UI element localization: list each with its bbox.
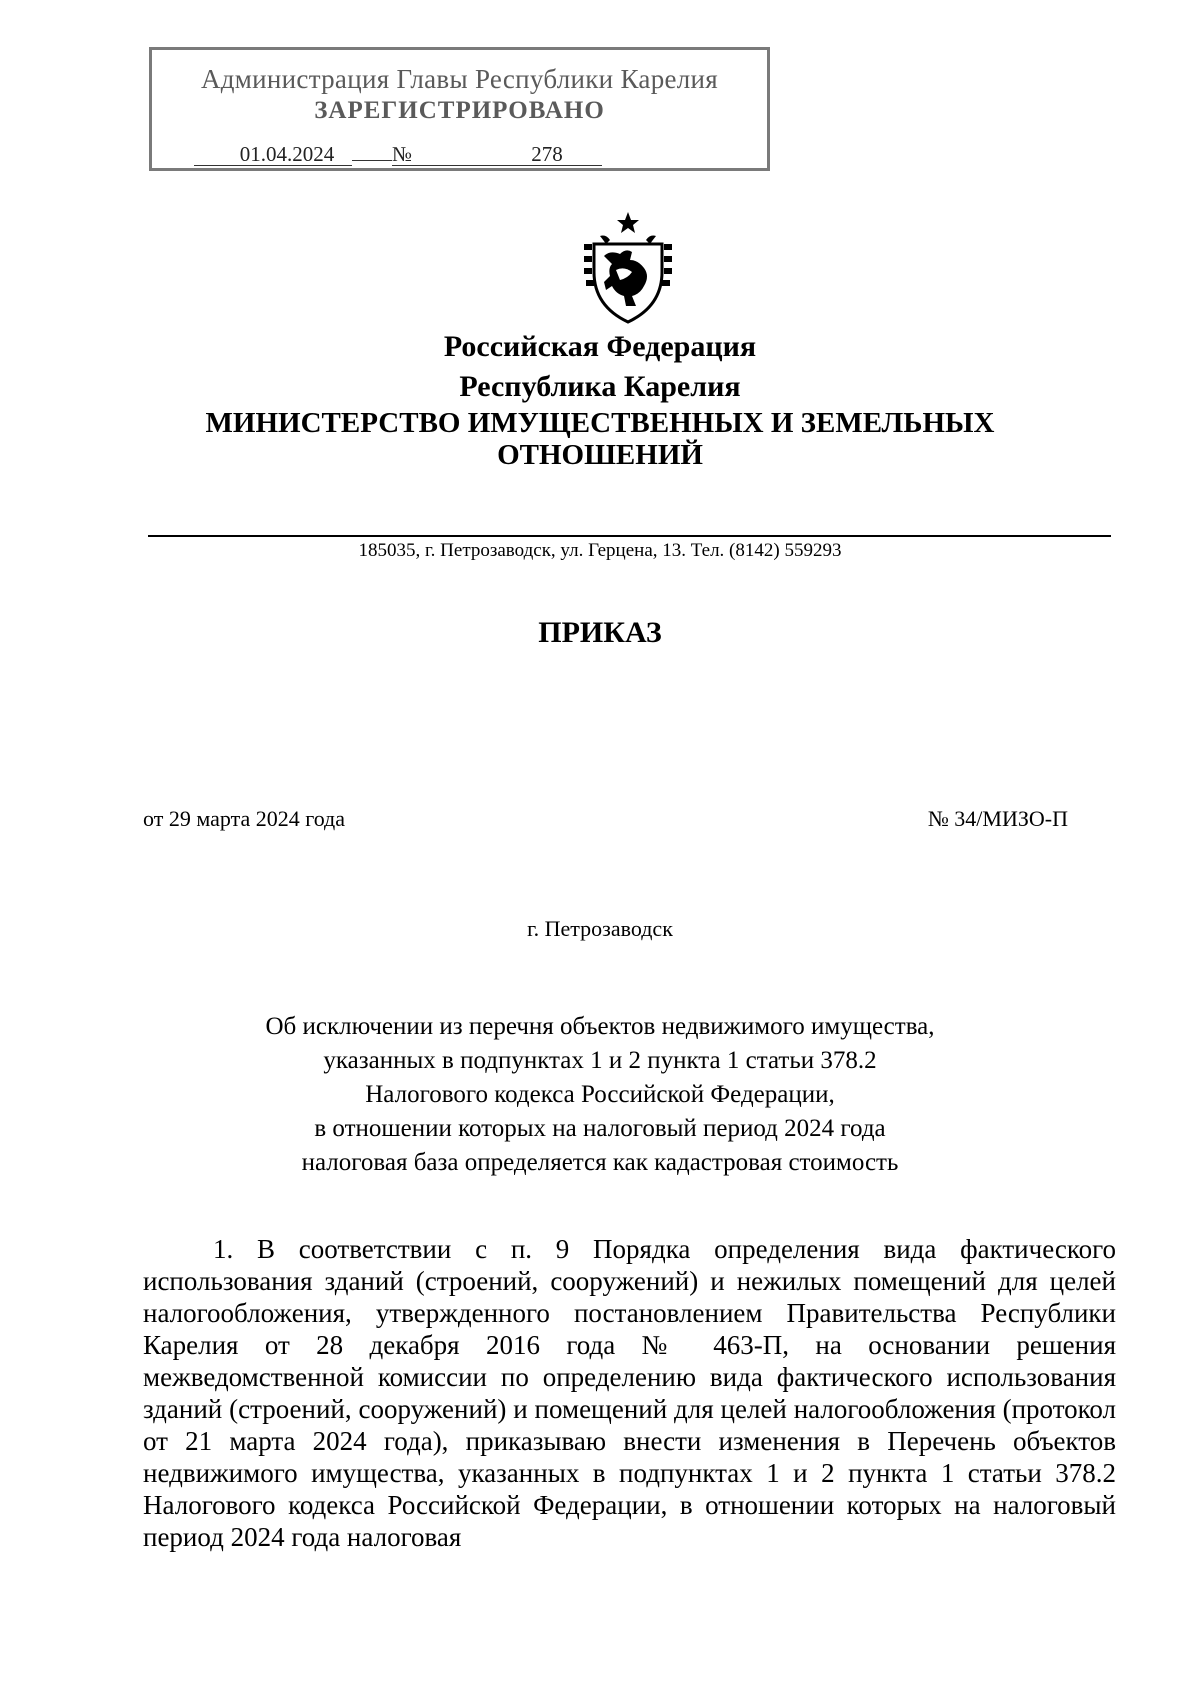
subject-line: Об исключении из перечня объектов недвижимого имущества, xyxy=(265,1013,935,1040)
subject-line: налоговая база определяется как кадастровая стоимость xyxy=(301,1149,899,1176)
order-date: от 29 марта 2024 года xyxy=(143,806,346,831)
stamp-number-sign: № xyxy=(392,142,413,166)
registration-stamp xyxy=(149,47,770,171)
stamp-number: 278 xyxy=(412,143,602,166)
order-body-paragraph: 1. В соответствии с п. 9 Порядка определения вида фактического использования зданий (строений, сооружений) и нежилых помещений для целей налогообложения, утвержденного постановлением Правительства Республики Карелия от 28 декабря 2016 года № 463-П, на основании решения межведомственной комиссии по определению вида фактического использования зданий (строений, сооружений) и помещений для целей налогообложения (протокол от 21 марта 2024 года), приказываю внести изменения в Перечень объектов недвижимого имущества, указанных в подпунктах 1 и 2 пункта 1 статьи 378.2 Налогового кодекса Российской Федерации, в отношении которых на налоговый период 2024 года налоговая xyxy=(143,1234,1116,1552)
stamp-registration-row xyxy=(194,142,602,167)
order-number: № 34/МИЗО-П xyxy=(927,806,1068,831)
stamp-status: ЗАРЕГИСТРИРОВАНО xyxy=(314,97,605,124)
order-city: г. Петрозаводск xyxy=(527,916,673,941)
header-divider xyxy=(148,535,1111,537)
order-title: ПРИКАЗ xyxy=(538,616,662,649)
stamp-date: 01.04.2024 xyxy=(194,143,352,166)
order-subject xyxy=(0,1010,1200,1180)
subject-line: в отношении которых на налоговый период 2024 года xyxy=(314,1115,886,1142)
coat-of-arms-icon xyxy=(580,210,676,325)
country-heading: Российская Федерация xyxy=(443,330,757,363)
region-heading: Республика Карелия xyxy=(459,370,741,403)
ministry-name-line1: МИНИСТЕРСТВО ИМУЩЕСТВЕННЫХ И ЗЕМЕЛЬНЫХ xyxy=(205,407,995,439)
subject-line: указанных в подпунктах 1 и 2 пункта 1 статьи 378.2 xyxy=(323,1047,877,1074)
ministry-name-line2: ОТНОШЕНИЙ xyxy=(497,439,703,471)
ministry-address: 185035, г. Петрозаводск, ул. Герцена, 13. Тел. (8142) 559293 xyxy=(358,540,842,561)
subject-line: Налогового кодекса Российской Федерации, xyxy=(365,1081,835,1108)
stamp-organization: Администрация Главы Республики Карелия xyxy=(200,64,719,94)
